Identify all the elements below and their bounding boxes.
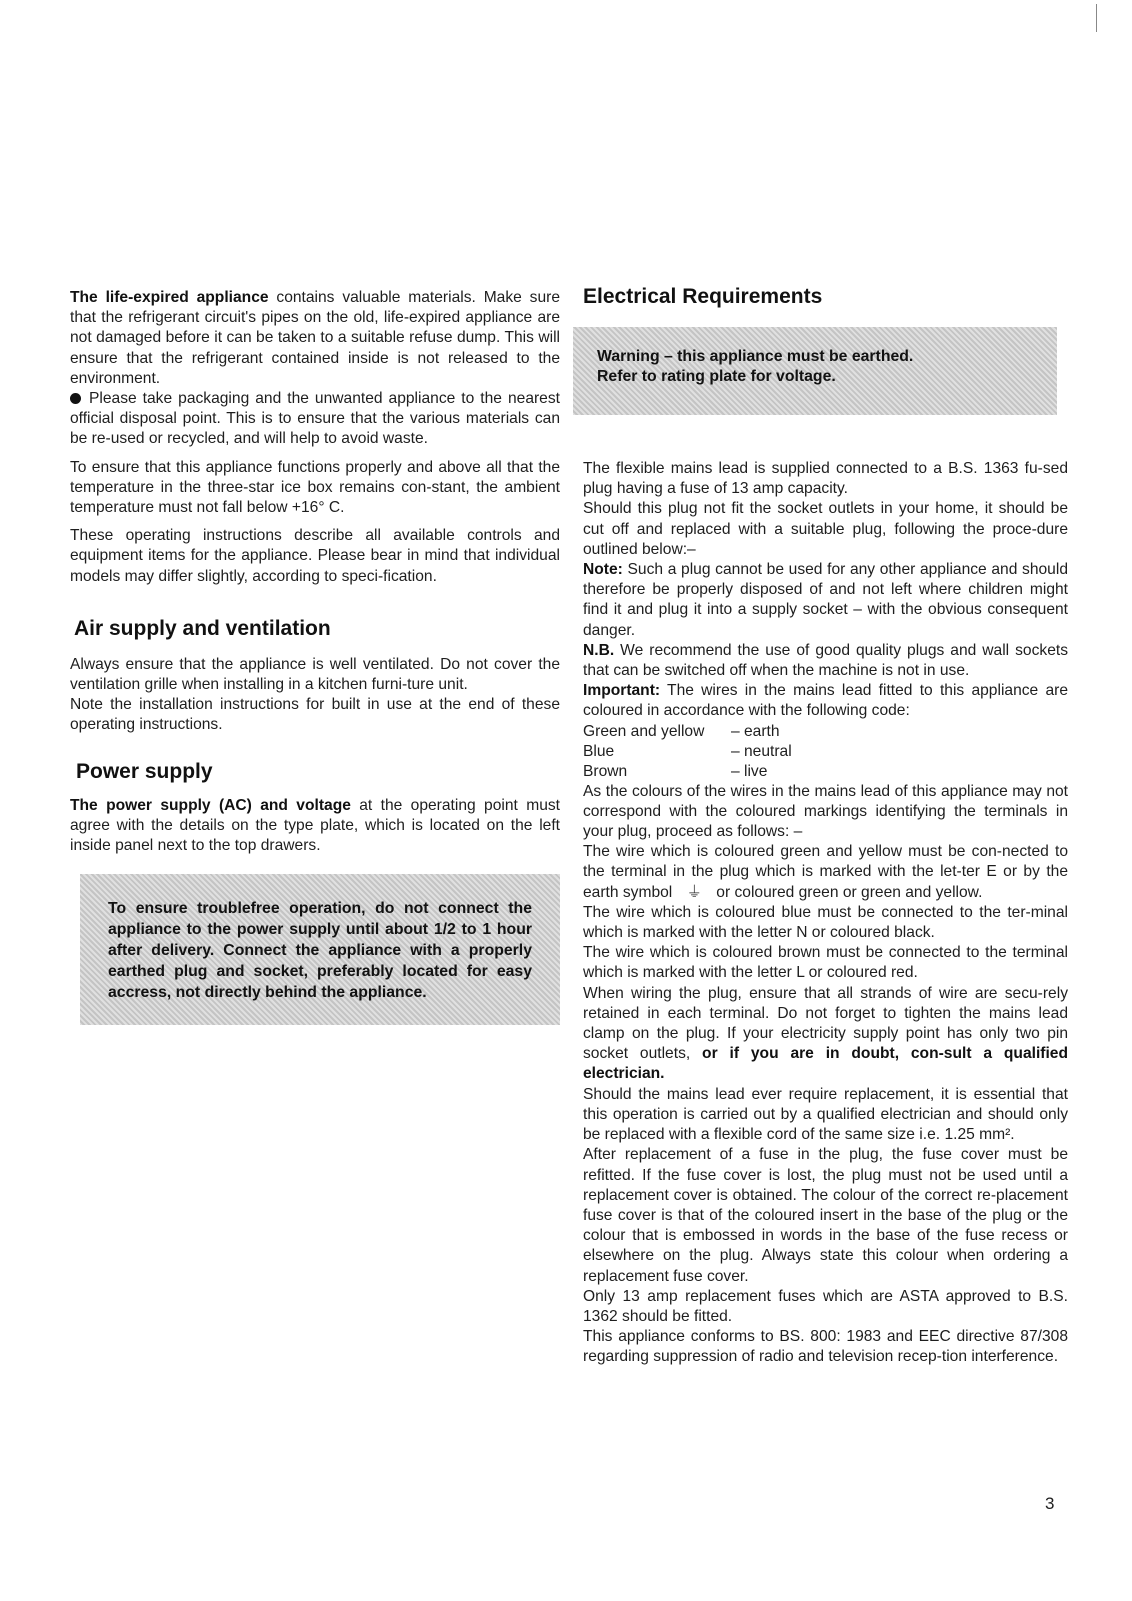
nb-paragraph <box>583 641 1068 681</box>
packaging-paragraph <box>70 389 560 450</box>
plug-replacement-paragraph: Should this plug not fit the socket outlets in your home, it should be cut off and replaced with a suitable plug, following the proce-dure outlined below:– <box>583 500 1068 558</box>
lead-replacement-paragraph: Should the mains lead ever require replacement, it is essential that this operation is carried out by a qualified electrician and should only be replaced with a flexible cord of the same size i.e. 1.25 mm². <box>583 1085 1068 1144</box>
earth-symbol-icon: ⏚ <box>686 883 703 901</box>
earth-wire-text-end: or coloured green or green and yellow. <box>716 883 983 901</box>
wire-colour-name: Green and yellow <box>583 722 705 740</box>
air-supply-heading: Air supply and ventilation <box>74 616 331 640</box>
disposal-paragraph <box>70 288 560 389</box>
wire-code-row <box>583 722 1068 742</box>
page-edge-mark <box>1096 4 1097 32</box>
wire-function: – neutral <box>731 742 792 760</box>
disposal-text: contains valuable materials. Make sure that the refrigerant circuit's pipes on the old, life-expired appliance are not damaged before it can be taken to a suitable refuse dump. This will ensure that the refrigerant contained inside is not released to the environment. <box>70 289 561 387</box>
left-column <box>70 288 560 1025</box>
wire-code-row <box>583 742 1068 762</box>
wire-colour-code-list <box>583 722 1068 782</box>
nb-label: N.B. <box>583 641 615 659</box>
wire-function: – live <box>731 762 768 780</box>
neutral-wire-paragraph: The wire which is coloured blue must be connected to the ter-minal which is marked with the letter N or coloured black. <box>583 903 1068 942</box>
wire-colour-name: Brown <box>583 762 628 780</box>
important-paragraph <box>583 681 1068 721</box>
nb-text: We recommend the use of good quality plugs and wall sockets that can be switched off when the machine is not in use. <box>583 641 1068 680</box>
power-supply-heading: Power supply <box>76 759 213 783</box>
fuse-cover-paragraph: After replacement of a fuse in the plug, the fuse cover must be refitted. If the fuse cover is lost, the plug must not be used until a replacement cover is obtained. The colour of the correct re-placement fuse cover is that of the coloured insert in the base of the plug or the colour that is embossed in words in the base of the fuse recess or elsewhere on the plug. Always state this colour when ordering a replacement fuse cover. <box>583 1146 1068 1285</box>
bullet-icon <box>70 393 81 404</box>
disposal-lead: The life-expired appliance <box>70 289 269 306</box>
packaging-text: Please take packaging and the unwanted appliance to the nearest official disposal point. This is to ensure that the various materials can be re-used or recycled, and will help to avoid waste. <box>70 390 560 448</box>
wire-colour-name: Blue <box>583 742 615 760</box>
earth-wire-text: The wire which is coloured green and yellow must be con-nected to the terminal in the plug which is marked with the let-ter E or by the earth symbol <box>583 843 1068 901</box>
mains-lead-paragraph: The flexible mains lead is supplied connected to a B.S. 1363 fu-sed plug having a fuse of 13 amp capacity. <box>583 460 1068 498</box>
wiring-text: When wiring the plug, ensure that all strands of wire are secu-rely retained in each terminal. Do not forget to tighten the mains lead clamp on the plug. If your electricity supply point has only two pin socket outlets, <box>583 984 1068 1063</box>
temperature-paragraph: To ensure that this appliance functions properly and above all that the temperature in the three-star ice box remains con-stant, the ambient temperature must not fall below +16° C. <box>70 458 560 517</box>
warning-line-2: Refer to rating plate for voltage. <box>597 368 836 385</box>
power-supply-paragraph <box>70 796 560 857</box>
power-supply-text: at the operating point must agree with the details on the type plate, which is located on the left inside panel next to the top drawers. <box>70 796 560 855</box>
earthing-warning-box <box>573 327 1057 415</box>
note-paragraph <box>583 560 1068 641</box>
live-wire-paragraph: The wire which is coloured brown must be connected to the terminal which is marked with the letter L or coloured red. <box>583 944 1068 982</box>
power-supply-lead: The power supply (AC) and voltage <box>70 796 351 814</box>
electrical-requirements-heading: Electrical Requirements <box>583 285 823 308</box>
earth-wire-paragraph <box>583 842 1068 903</box>
delivery-note-text: To ensure troublefree operation, do not connect the appliance to the power supply until about 1/2 to 1 hour after delivery. Connect the appliance with a properly earthed plug and socket, preferably located for easy accress, not directly behind the appliance. <box>108 900 532 1002</box>
important-label: Important: <box>583 682 661 700</box>
conformity-paragraph: This appliance conforms to BS. 800: 1983 and EEC directive 87/308 regarding suppression of radio and television recep-tion interference. <box>583 1328 1068 1366</box>
fuse-approval-paragraph: Only 13 amp replacement fuses which are ASTA approved to B.S. 1362 should be fitted. <box>583 1287 1068 1325</box>
ventilation-paragraph: Always ensure that the appliance is well ventilated. Do not cover the ventilation grille when installing in a kitchen furni-ture unit. <box>70 655 560 694</box>
delivery-note-box <box>80 874 560 1025</box>
instructions-paragraph: These operating instructions describe all available controls and equipment items for the appliance. Please bear in mind that individual models may differ slightly, according to speci-fication. <box>70 527 560 585</box>
right-column <box>583 285 1068 1368</box>
colour-mismatch-paragraph: As the colours of the wires in the mains lead of this appliance may not correspond with the coloured markings identifying the terminals in your plug, proceed as follows: – <box>583 782 1068 841</box>
wire-code-row <box>583 762 1068 782</box>
note-label: Note: <box>583 561 623 579</box>
electrician-advice: or if you are in doubt, con-sult a qualified electrician. <box>583 1045 1068 1083</box>
installation-note-paragraph: Note the installation instructions for built in use at the end of these operating instructions. <box>70 696 560 734</box>
note-text: Such a plug cannot be used for any other appliance and should therefore be properly disposed of and not left where children might find it and plug it into a supply socket – with the obvious consequent danger. <box>583 561 1068 639</box>
page-number: 3 <box>1045 1494 1055 1513</box>
wire-function: – earth <box>731 722 780 740</box>
important-text: The wires in the mains lead fitted to this appliance are coloured in accordance with the following code: <box>583 682 1068 720</box>
warning-line-1: Warning – this appliance must be earthed. <box>597 348 914 365</box>
wiring-paragraph <box>583 984 1068 1085</box>
